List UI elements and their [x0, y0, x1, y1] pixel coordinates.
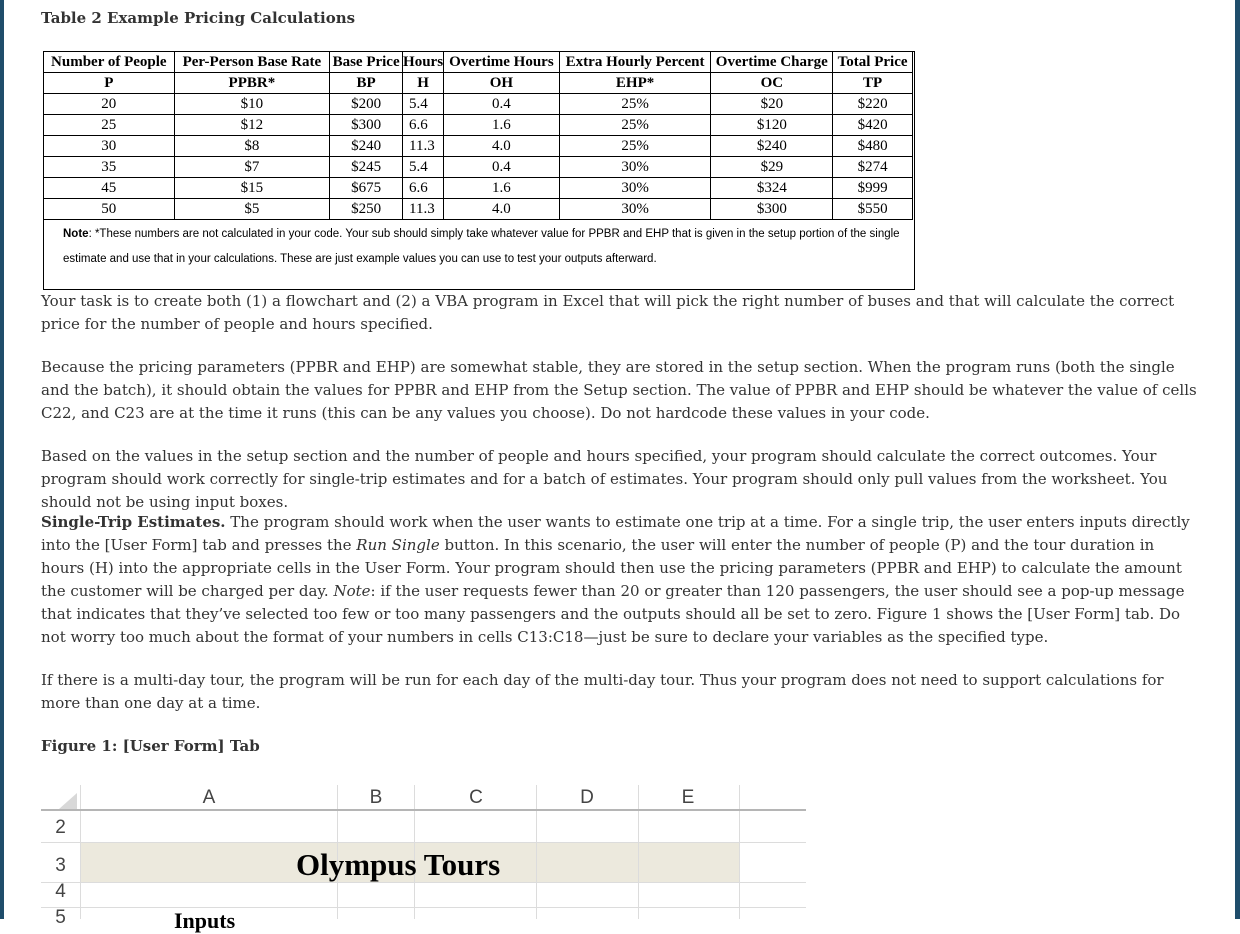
table-cell: 6.6 — [403, 178, 444, 199]
olympus-tours-title: Olympus Tours — [296, 847, 501, 882]
table-caption: Table 2 Example Pricing Calculations — [41, 9, 356, 27]
table-cell: 25% — [559, 94, 711, 115]
note-italic: Note — [333, 582, 371, 600]
table-cell: 30 — [44, 136, 175, 157]
table-cell: 1.6 — [444, 115, 560, 136]
note-label: Note — [63, 228, 89, 240]
table-cell: 50 — [44, 199, 175, 220]
table-cell: 45 — [44, 178, 175, 199]
abbrev-cell: PPBR* — [174, 73, 330, 94]
table-row — [44, 115, 913, 136]
table-header-row — [44, 52, 913, 73]
abbrev-cell: H — [403, 73, 444, 94]
figure-caption: Figure 1: [User Form] Tab — [41, 737, 260, 755]
table-cell: $250 — [330, 199, 403, 220]
header-cell: Per-Person Base Rate — [174, 52, 330, 73]
table-cell: 30% — [559, 157, 711, 178]
table-cell: 4.0 — [444, 199, 560, 220]
table-cell: $120 — [711, 115, 833, 136]
table-cell: 0.4 — [444, 157, 560, 178]
abbrev-cell: OC — [711, 73, 833, 94]
table-cell: 5.4 — [403, 157, 444, 178]
table-row — [44, 94, 913, 115]
right-border — [1235, 0, 1240, 919]
table-cell: $274 — [833, 157, 913, 178]
table-cell: 35 — [44, 157, 175, 178]
table-cell: 11.3 — [403, 199, 444, 220]
inputs-label: Inputs — [174, 908, 236, 933]
table-cell: $550 — [833, 199, 913, 220]
paragraph-task: Your task is to create both (1) a flowchart and (2) a VBA program in Excel that will pick the right number of buses and that will calculate the correct price for the number of people and hours specified. — [41, 292, 1175, 333]
table-cell: $8 — [174, 136, 330, 157]
pricing-table-box — [43, 51, 915, 290]
table-cell: $300 — [711, 199, 833, 220]
table-cell: 4.0 — [444, 136, 560, 157]
row-header-3[interactable]: 3 — [55, 855, 66, 876]
table-cell: 30% — [559, 199, 711, 220]
header-cell: Hours — [403, 52, 444, 73]
table-cell: $240 — [330, 136, 403, 157]
table-cell: 5.4 — [403, 94, 444, 115]
table-cell: 25 — [44, 115, 175, 136]
header-cell: Total Price — [833, 52, 913, 73]
table-cell: $480 — [833, 136, 913, 157]
table-cell: 1.6 — [444, 178, 560, 199]
table-cell: $7 — [174, 157, 330, 178]
left-border — [0, 0, 4, 919]
table-cell: $12 — [174, 115, 330, 136]
table-cell: 25% — [559, 136, 711, 157]
table-row — [44, 178, 913, 199]
table-cell: 25% — [559, 115, 711, 136]
table-abbrev-row — [44, 73, 913, 94]
table-cell: 6.6 — [403, 115, 444, 136]
table-note — [63, 222, 903, 272]
table-cell: $245 — [330, 157, 403, 178]
table-cell: $5 — [174, 199, 330, 220]
table-cell: $999 — [833, 178, 913, 199]
abbrev-cell: OH — [444, 73, 560, 94]
table-cell: $324 — [711, 178, 833, 199]
table-cell: $29 — [711, 157, 833, 178]
table-row — [44, 136, 913, 157]
table-cell: 30% — [559, 178, 711, 199]
header-cell: Base Price — [330, 52, 403, 73]
column-header-b[interactable]: B — [369, 787, 383, 808]
table-cell: $675 — [330, 178, 403, 199]
column-header-a[interactable]: A — [202, 787, 216, 808]
table-cell: 20 — [44, 94, 175, 115]
abbrev-cell: P — [44, 73, 175, 94]
pricing-table — [43, 51, 913, 220]
spreadsheet-figure — [41, 785, 806, 933]
paragraph-text: : if the user requests fewer than 20 or greater than 120 passengers, the user should see a pop-up message that indicates that they’ve selected too few or too many passengers and the outputs should all be set to zero. Figure 1 shows the [User Form] tab. Do not worry too much about the format of your numbers in cells C13:C18—just be sure to declare your variables as the specified type. — [41, 582, 1185, 646]
abbrev-cell: TP — [833, 73, 913, 94]
table-row — [44, 157, 913, 178]
table-cell: $240 — [711, 136, 833, 157]
header-cell: Number of People — [44, 52, 175, 73]
header-cell: Extra Hourly Percent — [559, 52, 711, 73]
table-cell: $200 — [330, 94, 403, 115]
row-header-2[interactable]: 2 — [55, 817, 66, 838]
table-cell: $10 — [174, 94, 330, 115]
paragraph-multi-day: If there is a multi-day tour, the program will be run for each day of the multi-day tour. Thus your program does not need to support calculations for more than one day at a time. — [41, 671, 1164, 712]
note-text: : *These numbers are not calculated in your code. Your sub should simply take whatever value for PPBR and EHP that is given in the setup portion of the single estimate and use that in your calculations. These are just example values you can use to test your outputs afterward. — [63, 228, 900, 265]
table-cell: $300 — [330, 115, 403, 136]
table-cell: $15 — [174, 178, 330, 199]
header-cell: Overtime Hours — [444, 52, 560, 73]
table-cell: $220 — [833, 94, 913, 115]
table-cell: 11.3 — [403, 136, 444, 157]
paragraph-outcomes: Based on the values in the setup section and the number of people and hours specified, your program should calculate the correct outcomes. Your program should work correctly for single-trip estimates and for a batch of estimates. Your program should only pull values from the worksheet. You should not be using input boxes. — [41, 447, 1168, 511]
row-header-4[interactable]: 4 — [55, 881, 66, 902]
paragraph-text: button. In this scenario, the user will enter the number of people (P) and the tour duration in hours (H) into the appropriate cells in the User Form. Your program should then use the pricing parameters (PPBR and EHP) to calculate the amount the customer will be charged per day. — [41, 536, 1182, 600]
paragraph-text: The program should work when the user wants to estimate one trip at a time. For a single trip, the user enters inputs directly into the [User Form] tab and presses the — [41, 513, 1190, 554]
run-single-text: Run Single — [356, 536, 440, 554]
abbrev-cell: EHP* — [559, 73, 711, 94]
table-row — [44, 199, 913, 220]
single-trip-heading: Single-Trip Estimates. — [41, 513, 226, 531]
select-all-corner[interactable] — [59, 793, 77, 809]
row-header-5[interactable]: 5 — [55, 907, 66, 928]
header-cell: Overtime Charge — [711, 52, 833, 73]
paragraph-single-trip — [41, 511, 1201, 649]
column-header-d[interactable]: D — [580, 787, 594, 808]
table-cell: 0.4 — [444, 94, 560, 115]
column-header-c[interactable]: C — [469, 787, 483, 808]
abbrev-cell: BP — [330, 73, 403, 94]
paragraph-pricing-parameters: Because the pricing parameters (PPBR and EHP) are somewhat stable, they are stored in the setup section. When the program runs (both the single and the batch), it should obtain the values for PPBR and EHP from the Setup section. The value of PPBR and EHP should be whatever the value of cells C22, and C23 are at the time it runs (this can be any values you choose). Do not hardcode these values in your code. — [41, 358, 1197, 422]
table-cell: $420 — [833, 115, 913, 136]
table-cell: $20 — [711, 94, 833, 115]
column-header-e[interactable]: E — [681, 787, 695, 808]
